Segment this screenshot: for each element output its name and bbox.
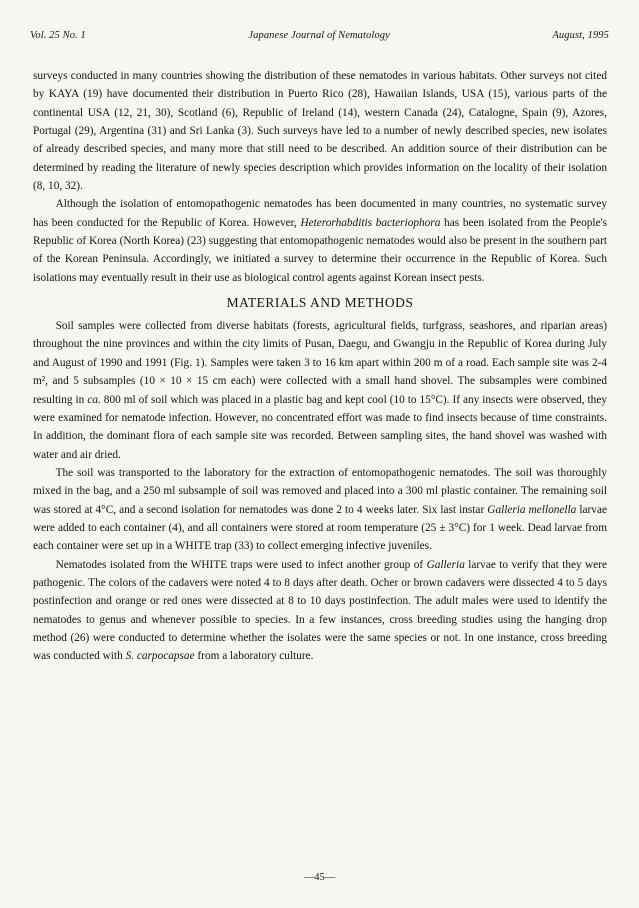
- species-name: Galleria mellonella: [487, 503, 577, 516]
- section-heading: MATERIALS AND METHODS: [226, 295, 414, 311]
- paragraph-1: surveys conducted in many countries showing the distribution of these nematodes in various habitats. Other surveys not cited by KAYA (19) have documented their distribution in Puerto Rico (28), Hawaiian Islands, USA (15), various parts of the continental USA (12, 21, 30), Scotland (6), Republic of Ireland (14), western Canada (24), Catalogne, Spain (9), Azores, Portugal (29), Argentina (31) and Sri Lanka (3). Such surveys have led to a number of newly described species, new isolates of already described species, and many more that still need to be described. An addition source of their distribution can be determined by reading the literature of newly species description which provides information on the locality of their isolation (8, 10, 32).: [33, 70, 607, 193]
- paragraph-4: The soil was transported to the laboratory for the extraction of entomopathogenic nematodes. The soil was thoroughly mixed in the bag, and a 250 ml subsample of soil was removed and placed into a 300 ml plastic container. The remaining soil was stored at 4°C, and a second isolation for nematodes was done 2 to 4 weeks later. Six last instar Galleria mellonella larvae were added to each container (4), and all containers were stored at room temperature (25 ± 3°C) for 1 week. Dead larvae from each container were set up in a WHITE trap (33) to collect emerging infective juveniles.: [33, 466, 607, 553]
- genus-name: Galleria: [426, 558, 465, 571]
- page-number: —45—: [303, 872, 336, 883]
- species-name: S. carpocapsae: [125, 650, 195, 663]
- paragraph-5: Nematodes isolated from the WHITE traps were used to infect another group of Galleria larvae to verify that they were pathogenic. The colors of the cadavers were noted 4 to 8 days after death. Ocher or brown cadavers were dissected 4 to 5 days postinfection and orange or red ones were dissected at 8 to 10 days postinfection. The adult males were used to identify the nematodes to genus and whenever possible to species. In a few instances, cross breeding studies using the hanging drop method (26) were conducted to determine whether the isolates were the same species or not. In one instance, cross breeding was conducted with S. carpocapsae from a laboratory culture.: [33, 558, 607, 663]
- species-name: Heterorhabditis bacteriophora: [300, 216, 441, 229]
- paragraph-2: Although the isolation of entomopathogenic nematodes has been documented in many countries, no systematic survey has been conducted for the Republic of Korea. However, Heterorhabditis bacteriophora has been isolated from the People's Republic of Korea (North Korea) (23) suggesting that entomopathogenic nematodes would also be present in the southern part of the Korean Peninsula. Accordingly, we initiated a survey to determine their occurrence in the Republic of Korea. Such isolations may eventually result in their use as biological control agents against Korean insect pests.: [33, 198, 608, 284]
- paragraph-3: Soil samples were collected from diverse habitats (forests, agricultural fields, turfgrass, seashores, and riparian areas) throughout the nine provinces and within the city limits of Pusan, Daegu, and Gwangju in the Republic of Korea during July and August of 1990 and 1991 (Fig. 1). Samples were taken 3 to 16 km apart within 200 m of a road. Each sample site was 2-4 m², and 5 subsamples (10 × 10 × 15 cm each) were collected with a small hand shovel. The subsamples were combined resulting in ca. 800 ml of soil which was placed in a plastic bag and kept cool (10 to 15°C). If any insects were observed, they were examined for nematode infection. However, no concentrated effort was made to find insects because of time constraints. In addition, the dominant flora of each sample site was recorded. Between sampling sites, the hand shovel was washed with water and air dried.: [33, 320, 607, 461]
- header-volume: Vol. 25 No. 1: [30, 30, 86, 41]
- header-date: August, 1995: [552, 30, 609, 41]
- running-header: [30, 30, 609, 41]
- article-body: [33, 67, 607, 666]
- header-journal: Japanese Journal of Nematology: [248, 30, 390, 41]
